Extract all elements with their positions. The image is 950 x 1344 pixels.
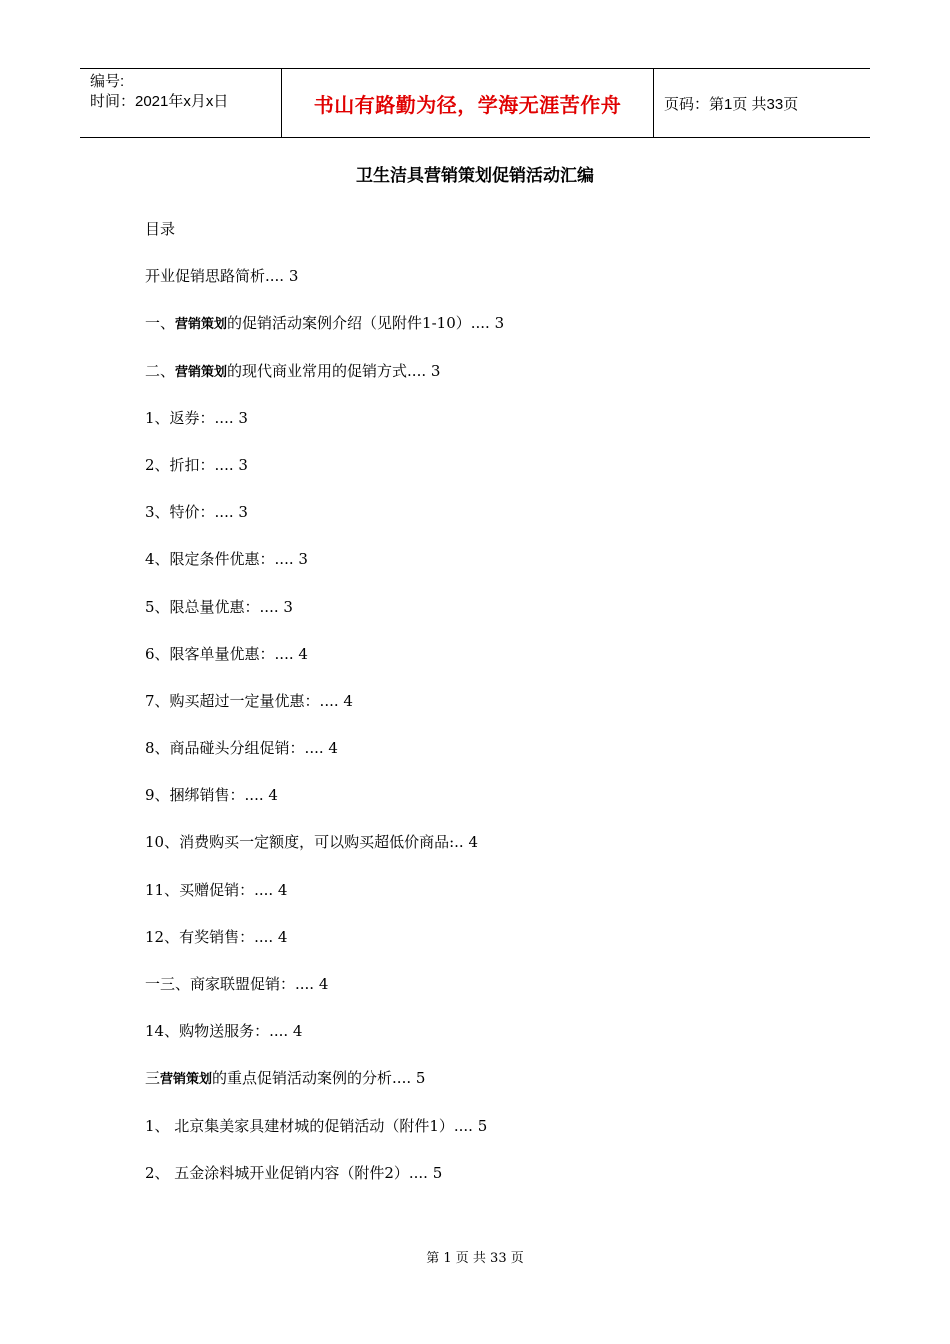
toc-item-text: 一、 [145,314,176,333]
toc-item-text: 2、 五金涂料城开业促销内容（附件2）.... 5 [145,1163,443,1182]
toc-item-text: 14、购物送服务：.... 4 [145,1022,303,1041]
toc-item-emphasis: 营销策划 [160,1072,213,1088]
toc-item-text: 9、捆绑销售：.... 4 [145,786,278,805]
header-meta-cell [80,69,282,137]
toc-item-text: 1、 北京集美家具建材城的促销活动（附件1）.... 5 [145,1116,488,1135]
toc-item-text: 8、商品碰头分组促销：.... 4 [145,739,338,758]
header-motto-cell [282,69,654,137]
page-footer: 第 1 页 共 33 页 [426,1251,524,1266]
toc-item-text: 12、有奖销售：.... 4 [145,927,288,946]
toc-item [145,927,845,974]
toc-item-emphasis: 营销策划 [175,317,228,333]
toc-list [145,266,845,1210]
toc-item [145,549,845,596]
number-label: 编号: [90,73,125,90]
time-label: 时间：2021年x月x日 [90,93,229,110]
toc-item [145,1116,845,1163]
toc-heading: 目录 [145,220,176,238]
toc-item-text: 2、折扣：.... 3 [145,455,248,474]
toc-item-text: 1、返券：.... 3 [145,408,248,427]
toc-item-text: 4、限定条件优惠：.... 3 [145,550,308,569]
toc-item [145,597,845,644]
toc-item [145,1163,845,1210]
toc-item-text: 7、购买超过一定量优惠：.... 4 [145,691,353,710]
toc-item [145,738,845,785]
toc-item-emphasis: 营销策划 [175,364,228,380]
toc-item [145,1068,845,1115]
toc-item [145,785,845,832]
toc-item-text: 开业促销思路简析.... 3 [145,267,299,286]
toc-item-text: 的重点促销活动案例的分析.... 5 [212,1069,426,1088]
toc-item-text: 的现代商业常用的促销方式.... 3 [227,361,441,380]
toc-item-text: 6、限客单量优惠：.... 4 [145,644,308,663]
motto-text: 书山有路勤为径，学海无涯苦作舟 [313,92,622,117]
header-page-cell [654,69,870,137]
toc-item [145,408,845,455]
toc-item-text: 三 [145,1069,161,1088]
toc-item-text: 5、限总量优惠：.... 3 [145,597,293,616]
toc-item [145,691,845,738]
toc-item [145,644,845,691]
document-title: 卫生洁具营销策划促销活动汇编 [356,166,594,186]
toc-item [145,266,845,313]
toc-item-text: 3、特价：.... 3 [145,503,248,522]
toc-item [145,880,845,927]
page-info: 页码：第1页 共33页 [664,95,799,113]
toc-item-text: 的促销活动案例介绍（见附件1-10）.... 3 [227,314,505,333]
toc-item-text: 二、 [145,361,176,380]
toc-item [145,1021,845,1068]
toc-item-text: 一三、商家联盟促销：.... 4 [145,975,329,993]
toc-item [145,455,845,502]
toc-item [145,361,845,408]
toc-item [145,974,845,1021]
header-table [80,68,870,138]
toc-item [145,502,845,549]
toc-item-text: 11、买赠促销：.... 4 [145,880,288,899]
table-of-contents [145,219,845,1210]
toc-item-text: 10、消费购买一定额度，可以购买超低价商品:.. 4 [145,833,478,852]
toc-item [145,313,845,360]
toc-item [145,832,845,879]
